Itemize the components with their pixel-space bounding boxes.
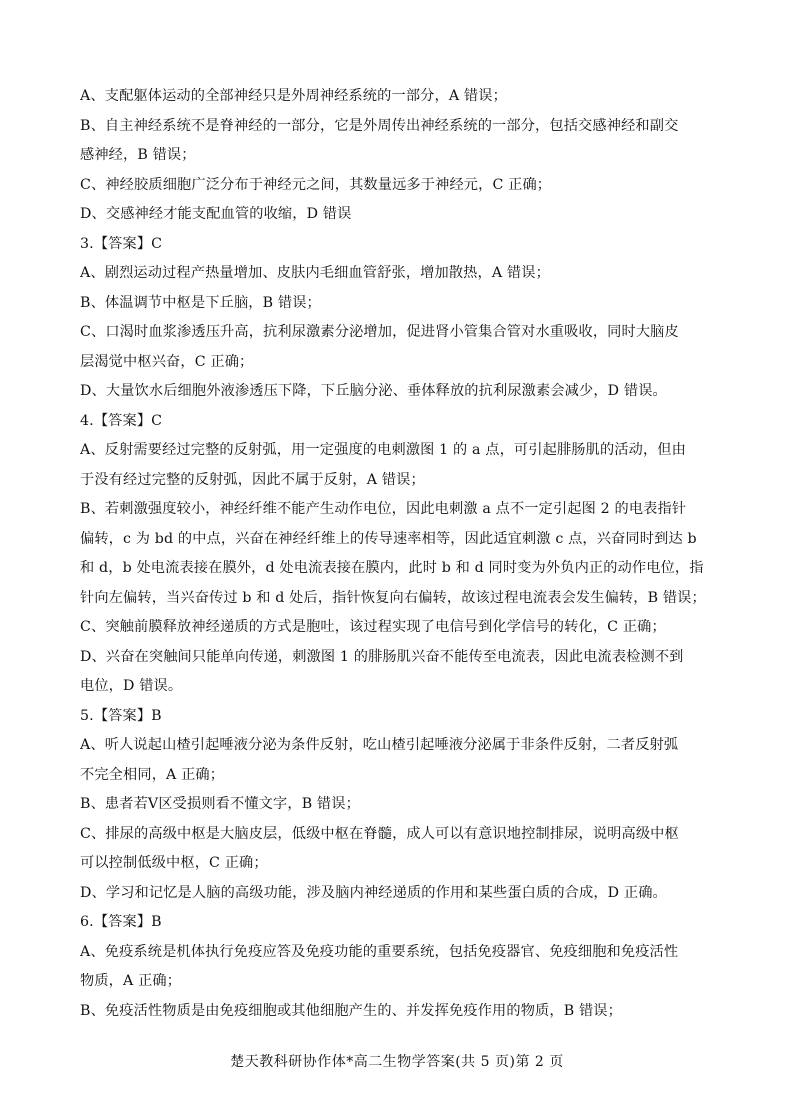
text-line: 可以控制低级中枢，C 正确；	[80, 855, 268, 871]
page-footer: 楚天教科研协作体*高二生物学答案(共 5 页)第 2 页	[230, 1054, 564, 1070]
text-line: C、突触前膜释放神经递质的方式是胞吐，该过程实现了电信号到化学信号的转化，C 正确；	[80, 619, 666, 635]
text-line: B、免疫活性物质是由免疫细胞或其他细胞产生的、并发挥免疫作用的物质，B 错误；	[80, 1002, 622, 1019]
text-line: 针向左偏转，当兴奋传过 b 和 d 处后，指针恢复向右偏转，故该过程电流表会发生偏转，B 错误；	[80, 589, 706, 606]
text-line: 不完全相同，A 正确；	[80, 766, 225, 783]
text-line: 和 d，b 处电流表接在膜外，d 处电流表接在膜内，此时 b 和 d 同时变为外负内正的动作电位，指	[80, 560, 704, 576]
text-line: D、学习和记忆是人脑的高级功能，涉及脑内神经递质的作用和某些蛋白质的合成，D 正确。	[80, 884, 667, 901]
text-line: B、患者若Ⅴ区受损则看不懂文字，B 错误；	[80, 796, 360, 812]
text-line: A、免疫系统是机体执行免疫应答及免疫功能的重要系统，包括免疫器官、免疫细胞和免疫活性	[80, 943, 679, 960]
text-line: C、排尿的高级中枢是大脑皮层，低级中枢在脊髓，成人可以有意识地控制排尿，说明高级中枢	[80, 825, 679, 842]
text-line: D、大量饮水后细胞外液渗透压下降，下丘脑分泌、垂体释放的抗利尿激素会减少，D 错误。	[80, 383, 667, 399]
answer-heading: 4.【答案】C	[80, 412, 163, 429]
text-line: B、体温调节中枢是下丘脑，B 错误；	[80, 294, 321, 311]
text-line: C、口渴时血浆渗透压升高，抗利尿激素分泌增加，促进肾小管集合管对水重吸收，同时大脑皮	[80, 324, 679, 340]
text-line: C、神经胶质细胞广泛分布于神经元之间，其数量远多于神经元，C 正确；	[80, 176, 552, 193]
text-line: 偏转，c 为 bd 的中点，兴奋在神经纤维上的传导速率相等，因此适宜刺激 c 点，兴奋同时到达 b	[80, 530, 697, 547]
text-line: A、剧烈运动过程产热量增加、皮肤内毛细血管舒张，增加散热，A 错误；	[80, 265, 550, 281]
answer-heading: 6.【答案】B	[80, 914, 162, 930]
text-line: 层渴觉中枢兴奋，C 正确；	[80, 353, 254, 370]
text-line: 物质，A 正确；	[80, 973, 182, 989]
answer-text-body	[80, 82, 720, 1026]
answer-heading: 3.【答案】C	[80, 235, 163, 252]
text-line: D、兴奋在突触间只能单向传递，刺激图 1 的腓肠肌兴奋不能传至电流表，因此电流表检测不到	[80, 648, 684, 665]
text-line: 于没有经过完整的反射弧，因此不属于反射，A 错误；	[80, 471, 425, 488]
text-line: A、支配躯体运动的全部神经只是外周神经系统的一部分，A 错误；	[80, 88, 507, 104]
answer-heading: 5.【答案】B	[80, 707, 162, 724]
text-line: A、听人说起山楂引起唾液分泌为条件反射，吃山楂引起唾液分泌属于非条件反射，二者反射弧	[80, 737, 679, 753]
text-line: A、反射需要经过完整的反射弧，用一定强度的电刺激图 1 的 a 点，可引起腓肠肌的活动，但由	[80, 442, 686, 458]
text-line: B、自主神经系统不是脊神经的一部分，它是外周传出神经系统的一部分，包括交感神经和副交	[80, 117, 679, 134]
text-line: D、交感神经才能支配血管的收缩，D 错误	[80, 206, 352, 222]
text-line: 电位，D 错误。	[80, 678, 183, 694]
text-line: B、若刺激强度较小，神经纤维不能产生动作电位，因此电刺激 a 点不一定引起图 2 的电表指针	[80, 501, 687, 517]
text-line: 感神经，B 错误；	[80, 147, 196, 163]
